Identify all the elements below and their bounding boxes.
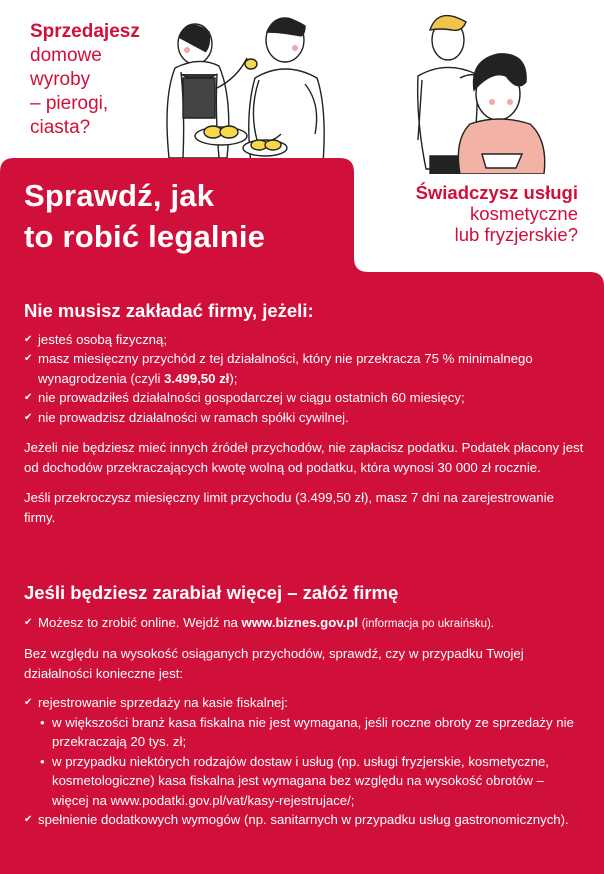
- list-item-text: spełnienie dodatkowych wymogów (np. sanitarnych w przypadku usług gastronomicznych).: [38, 812, 569, 827]
- cooks-illustration: [155, 8, 345, 163]
- list-item-text: masz miesięczny przychód z tej działalności, który nie przekracza 75 % minimalnego wynagrodzenia (czyli: [38, 351, 533, 386]
- sub-list: [24, 713, 584, 811]
- list-item: [24, 408, 584, 428]
- paragraph-check: Bez względu na wysokość osiąganych przychodów, sprawdź, czy w przypadku Twojej działalności konieczne jest:: [24, 646, 524, 681]
- requirements-list: [24, 693, 584, 713]
- question-line: – pierogi,: [30, 93, 109, 114]
- list-item-text: Możesz to zrobić online. Wejdź na: [38, 614, 242, 630]
- note-text: (informacja po ukraińsku).: [361, 617, 495, 630]
- list-item: [24, 810, 584, 830]
- question-line: Sprzedajesz: [30, 21, 140, 42]
- paragraph-limit: Jeśli przekroczysz miesięczny limit przychodu (3.499,50 zł), masz 7 dni na zarejestrowanie firmy.: [24, 490, 554, 525]
- question-homemade-goods: [30, 20, 140, 140]
- list-item: [24, 330, 584, 350]
- list-item-text: w większości branż kasa fiskalna nie jest wymagana, jeśli roczne obroty ze sprzedaży nie przekraczają 20 tys. zł;: [52, 714, 574, 749]
- section-title: Jeśli będziesz zarabiał więcej – załóż firmę: [24, 582, 399, 603]
- paragraph-tax: Jeżeli nie będziesz mieć innych źródeł przychodów, nie zapłacisz podatku. Podatek płacony jest od dochodów przekraczających kwotę wolną od podatku, która wynosi 30 000 zł rocznie.: [24, 440, 584, 475]
- list-item: [38, 713, 584, 752]
- biznes-link[interactable]: www.biznes.gov.pl: [241, 614, 359, 630]
- question-beauty-services: [338, 182, 578, 245]
- list-item: [24, 613, 584, 635]
- section-no-company: [24, 301, 584, 527]
- list-item-text: w przypadku niektórych rodzajów dostaw i usług (np. usługi fryzjerskie, kosmetyczne, kosmetologiczne) kasa fiskalna jest wymagana bez względu na wysokość obrotów – więcej na www.podatki.gov.pl/vat/kasy-rejestrujace/;: [52, 753, 549, 808]
- amount-value: 3.499,50 zł: [164, 370, 230, 386]
- requirements-list-2: [24, 810, 584, 830]
- list-item: [38, 752, 584, 811]
- online-list: [24, 613, 584, 635]
- question-line: kosmetyczne: [470, 203, 578, 224]
- section-start-company: [24, 583, 584, 830]
- list-item-text: );: [229, 370, 238, 386]
- question-line: domowe: [30, 45, 102, 66]
- list-item-text: jesteś osobą fizyczną;: [38, 331, 168, 347]
- section-title: Nie musisz zakładać firmy, jeżeli:: [24, 300, 314, 321]
- title-line: Sprawdź, jak: [24, 178, 215, 213]
- question-line: ciasta?: [30, 117, 91, 138]
- list-item: [24, 693, 584, 713]
- question-line: wyroby: [30, 69, 91, 90]
- list-item-text: nie prowadzisz działalności w ramach spółki cywilnej.: [38, 409, 349, 425]
- list-item-text: rejestrowanie sprzedaży na kasie fiskalnej:: [38, 695, 288, 710]
- title-line: to robić legalnie: [24, 219, 266, 254]
- hairdresser-illustration: [400, 6, 570, 174]
- question-line: lub fryzjerskie?: [454, 224, 578, 245]
- list-item: [24, 349, 584, 388]
- list-item-text: nie prowadziłeś działalności gospodarczej w ciągu ostatnich 60 miesięcy;: [38, 390, 465, 405]
- page-title: [24, 175, 265, 257]
- list-item: [24, 388, 584, 408]
- question-line: Świadczysz usługi: [415, 182, 578, 203]
- conditions-list: [24, 330, 584, 428]
